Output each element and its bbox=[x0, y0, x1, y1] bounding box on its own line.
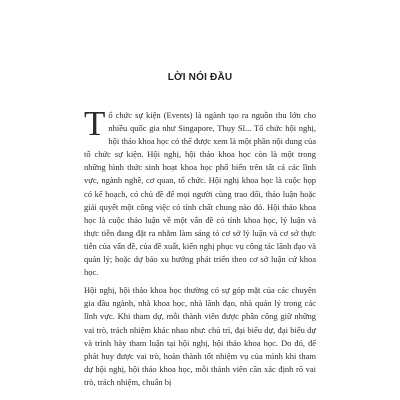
paragraph-1-text: ổ chức sự kiện (Events) là ngành tạo ra nguồn thu lớn cho nhiều quốc gia như Singapore, Thụy Sĩ... Tổ chức hội nghị, hội thảo khoa học có thể được xem là một phần nội dung của tổ chức sự kiện. Hội nghị, hội thảo khoa học còn là một trong những hình thức sinh hoạt khoa học phổ biến trên tất cả các lĩnh vực, ngành nghề, cơ quan, tổ chức. Hội nghị khoa học là cuộc họp có kế hoạch, có chủ đề để mọi người cùng trao đổi, thảo luận hoặc giải quyết một công việc có tính chất chung nào đó. Hội thảo khoa học là cuộc thảo luận về một vấn đề có tính khoa học, lý luận và thực tiễn đang đặt ra nhằm làm sáng tỏ cơ sở lý luận và cơ sở thực tiễn của vấn đề, của đề xuất, kiến nghị phục vụ công tác lãnh đạo và quản lý; hoặc dự báo xu hướng phát triển theo cơ sở luận cứ khoa học. bbox=[84, 110, 317, 278]
page-title: LỜI NÓI ĐẦU bbox=[167, 72, 233, 83]
document-body bbox=[84, 104, 317, 389]
paragraph-2-text: Hội nghị, hội thảo khoa học thường có sự góp mặt của các chuyên gia đầu ngành, nhà khoa học, nhà lãnh đạo, nhà quản lý trong các lĩnh vực. Khi tham dự, mỗi thành viên được phân công giữ những vai trò, trách nhiệm khác nhau như: chủ trì, đại biểu dự, đại biểu dự và trình bày tham luận tại hội nghị, hội thảo khoa học. Do đó, để phát huy được vai trò, hoàn thành tốt nhiệm vụ của mình khi tham dự hội nghị, hội thảo khoa học, mỗi thành viên cần xác định rõ vai trò, trách nhiệm, chuẩn bị bbox=[84, 285, 316, 387]
paragraph-1 bbox=[84, 104, 317, 279]
drop-cap: T bbox=[84, 104, 106, 143]
paragraph-2 bbox=[84, 284, 316, 389]
